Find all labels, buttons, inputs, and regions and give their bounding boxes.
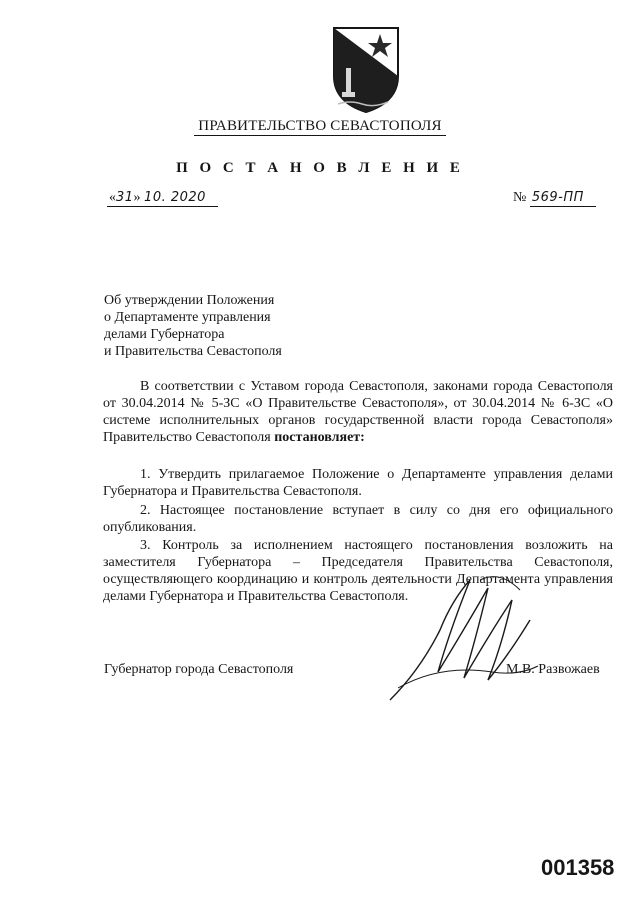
clause-2: 2. Настоящее постановление вступает в силу со дня его официального опубликования. bbox=[103, 503, 613, 535]
signatory-position: Губернатор города Севастополя bbox=[104, 662, 294, 677]
date-open-quote: « bbox=[109, 190, 116, 205]
government-header bbox=[0, 118, 640, 135]
preamble-bold: постановляет: bbox=[274, 430, 365, 445]
document-number bbox=[513, 190, 596, 207]
handwritten-signature-icon bbox=[380, 560, 550, 710]
government-name: ПРАВИТЕЛЬСТВО СЕВАСТОПОЛЯ bbox=[194, 118, 445, 136]
document-subject bbox=[104, 292, 282, 360]
document-date bbox=[107, 190, 218, 207]
date-month-year: 10. 2020 bbox=[144, 190, 206, 205]
sevastopol-coat-of-arms-icon bbox=[330, 24, 402, 114]
document-serial-number: 001358 bbox=[541, 855, 615, 880]
signatory-name: М.В. Развожаев bbox=[506, 662, 600, 677]
clause-1: 1. Утвердить прилагаемое Положение о Департаменте управления делами Губернатора и Правительства Севастополя. bbox=[103, 467, 613, 499]
subject-line: делами Губернатора bbox=[104, 327, 225, 342]
document-type-title: П О С Т А Н О В Л Е Н И Е bbox=[176, 160, 464, 176]
number-prefix: № bbox=[513, 190, 530, 205]
subject-line: и Правительства Севастополя bbox=[104, 344, 282, 359]
clause-3: 3. Контроль за исполнением настоящего постановления возложить на заместителя Губернатора – Председателя Правительства Севастополя, осуществляющего координацию и контроль деятельности Департамента управления делами Губернатора и Правительства Севастополя. bbox=[103, 538, 613, 604]
date-close-quote: » bbox=[133, 190, 145, 205]
number-value: 569-ПП bbox=[531, 190, 584, 205]
subject-line: о Департаменте управления bbox=[104, 310, 271, 325]
subject-line: Об утверждении Положения bbox=[104, 293, 275, 308]
preamble-text: В соответствии с Уставом города Севастополя, законами города Севастополя от 30.04.2014 № 5-ЗС «О Правительстве Севастополя», от 30.04.2014 № 6-ЗС «О системе исполнительных органов государственной власти города Севастополя» Правительство Севастополя bbox=[103, 379, 613, 445]
date-day: 31 bbox=[116, 190, 134, 205]
preamble-paragraph bbox=[103, 378, 613, 446]
